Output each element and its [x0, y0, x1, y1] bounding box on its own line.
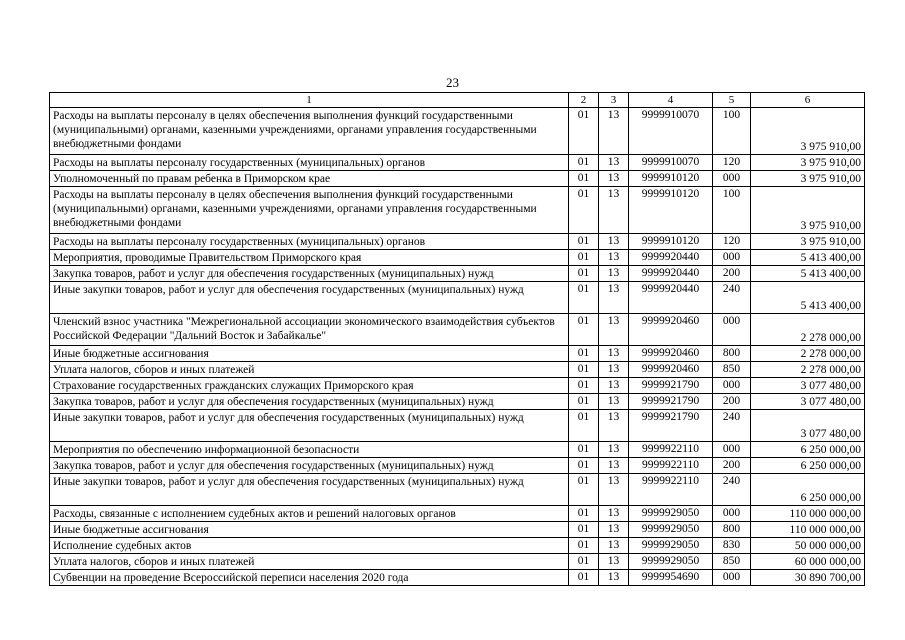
section-code: 01 — [569, 362, 599, 378]
amount: 5 413 400,00 — [751, 282, 865, 314]
table-row — [50, 410, 865, 442]
section-code: 01 — [569, 282, 599, 314]
table-row — [50, 171, 865, 187]
expense-type-code: 800 — [713, 346, 751, 362]
expense-type-code: 850 — [713, 554, 751, 570]
row-name: Уплата налогов, сборов и иных платежей — [50, 554, 569, 570]
target-article-code: 9999921790 — [629, 378, 713, 394]
amount: 50 000 000,00 — [751, 538, 865, 554]
table-row — [50, 538, 865, 554]
subsection-code: 13 — [599, 442, 629, 458]
row-name: Уполномоченный по правам ребенка в Приморском крае — [50, 171, 569, 187]
amount: 30 890 700,00 — [751, 570, 865, 586]
amount: 5 413 400,00 — [751, 250, 865, 266]
target-article-code: 9999954690 — [629, 570, 713, 586]
section-code: 01 — [569, 250, 599, 266]
expense-type-code: 200 — [713, 266, 751, 282]
target-article-code: 9999922110 — [629, 474, 713, 506]
section-code: 01 — [569, 378, 599, 394]
target-article-code: 9999929050 — [629, 538, 713, 554]
row-name: Страхование государственных гражданских служащих Приморского края — [50, 378, 569, 394]
amount: 6 250 000,00 — [751, 442, 865, 458]
amount: 5 413 400,00 — [751, 266, 865, 282]
amount: 6 250 000,00 — [751, 474, 865, 506]
expense-type-code: 000 — [713, 314, 751, 346]
amount: 3 077 480,00 — [751, 394, 865, 410]
table-row — [50, 108, 865, 155]
section-code: 01 — [569, 506, 599, 522]
expense-type-code: 240 — [713, 282, 751, 314]
budget-table — [49, 92, 865, 586]
section-code: 01 — [569, 442, 599, 458]
table-row — [50, 155, 865, 171]
page-number: 23 — [446, 75, 459, 90]
section-code: 01 — [569, 538, 599, 554]
target-article-code: 9999929050 — [629, 522, 713, 538]
target-article-code: 9999929050 — [629, 554, 713, 570]
subsection-code: 13 — [599, 282, 629, 314]
expense-type-code: 800 — [713, 522, 751, 538]
target-article-code: 9999920460 — [629, 346, 713, 362]
section-code: 01 — [569, 458, 599, 474]
expense-type-code: 100 — [713, 187, 751, 234]
table-row — [50, 378, 865, 394]
expense-type-code: 120 — [713, 155, 751, 171]
section-code: 01 — [569, 234, 599, 250]
subsection-code: 13 — [599, 155, 629, 171]
table-row — [50, 506, 865, 522]
column-header: 3 — [599, 93, 629, 108]
target-article-code: 9999922110 — [629, 442, 713, 458]
section-code: 01 — [569, 554, 599, 570]
expense-type-code: 000 — [713, 171, 751, 187]
target-article-code: 9999910120 — [629, 187, 713, 234]
subsection-code: 13 — [599, 506, 629, 522]
table-row — [50, 282, 865, 314]
target-article-code: 9999921790 — [629, 410, 713, 442]
subsection-code: 13 — [599, 234, 629, 250]
expense-type-code: 120 — [713, 234, 751, 250]
amount: 3 077 480,00 — [751, 410, 865, 442]
target-article-code: 9999910120 — [629, 171, 713, 187]
subsection-code: 13 — [599, 108, 629, 155]
subsection-code: 13 — [599, 266, 629, 282]
table-row — [50, 346, 865, 362]
target-article-code: 9999920460 — [629, 362, 713, 378]
expense-type-code: 850 — [713, 362, 751, 378]
row-name: Расходы на выплаты персоналу государственных (муниципальных) органов — [50, 155, 569, 171]
row-name: Исполнение судебных актов — [50, 538, 569, 554]
row-name: Уплата налогов, сборов и иных платежей — [50, 362, 569, 378]
target-article-code: 9999920440 — [629, 282, 713, 314]
subsection-code: 13 — [599, 522, 629, 538]
amount: 3 077 480,00 — [751, 378, 865, 394]
target-article-code: 9999910120 — [629, 234, 713, 250]
target-article-code: 9999920440 — [629, 266, 713, 282]
expense-type-code: 000 — [713, 570, 751, 586]
amount: 3 975 910,00 — [751, 187, 865, 234]
table-row — [50, 570, 865, 586]
row-name: Иные бюджетные ассигнования — [50, 346, 569, 362]
column-header: 5 — [713, 93, 751, 108]
expense-type-code: 100 — [713, 108, 751, 155]
expense-type-code: 000 — [713, 506, 751, 522]
section-code: 01 — [569, 522, 599, 538]
section-code: 01 — [569, 474, 599, 506]
expense-type-code: 240 — [713, 410, 751, 442]
section-code: 01 — [569, 394, 599, 410]
table-row — [50, 394, 865, 410]
table-row — [50, 554, 865, 570]
amount: 110 000 000,00 — [751, 506, 865, 522]
expense-type-code: 200 — [713, 394, 751, 410]
table-row — [50, 250, 865, 266]
subsection-code: 13 — [599, 314, 629, 346]
subsection-code: 13 — [599, 570, 629, 586]
table-row — [50, 362, 865, 378]
expense-type-code: 000 — [713, 250, 751, 266]
subsection-code: 13 — [599, 538, 629, 554]
row-name: Закупка товаров, работ и услуг для обеспечения государственных (муниципальных) нужд — [50, 266, 569, 282]
amount: 3 975 910,00 — [751, 171, 865, 187]
target-article-code: 9999910070 — [629, 155, 713, 171]
section-code: 01 — [569, 187, 599, 234]
row-name: Расходы, связанные с исполнением судебных актов и решений налоговых органов — [50, 506, 569, 522]
amount: 2 278 000,00 — [751, 314, 865, 346]
row-name: Расходы на выплаты персоналу государственных (муниципальных) органов — [50, 234, 569, 250]
subsection-code: 13 — [599, 554, 629, 570]
amount: 110 000 000,00 — [751, 522, 865, 538]
table-row — [50, 187, 865, 234]
row-name: Субвенции на проведение Всероссийской переписи населения 2020 года — [50, 570, 569, 586]
subsection-code: 13 — [599, 362, 629, 378]
row-name: Мероприятия по обеспечению информационной безопасности — [50, 442, 569, 458]
row-name: Мероприятия, проводимые Правительством Приморского края — [50, 250, 569, 266]
table-row — [50, 442, 865, 458]
subsection-code: 13 — [599, 171, 629, 187]
amount: 3 975 910,00 — [751, 108, 865, 155]
target-article-code: 9999910070 — [629, 108, 713, 155]
row-name: Иные бюджетные ассигнования — [50, 522, 569, 538]
amount: 6 250 000,00 — [751, 458, 865, 474]
column-header: 1 — [50, 93, 569, 108]
section-code: 01 — [569, 171, 599, 187]
target-article-code: 9999929050 — [629, 506, 713, 522]
amount: 2 278 000,00 — [751, 346, 865, 362]
section-code: 01 — [569, 108, 599, 155]
amount: 60 000 000,00 — [751, 554, 865, 570]
section-code: 01 — [569, 314, 599, 346]
column-header: 4 — [629, 93, 713, 108]
table-row — [50, 474, 865, 506]
section-code: 01 — [569, 410, 599, 442]
subsection-code: 13 — [599, 410, 629, 442]
row-name: Членский взнос участника "Межрегиональной ассоциации экономического взаимодействия субъектов Российской Федерации "Дальний Восток и Забайкалье" — [50, 314, 569, 346]
column-header: 6 — [751, 93, 865, 108]
subsection-code: 13 — [599, 187, 629, 234]
subsection-code: 13 — [599, 458, 629, 474]
subsection-code: 13 — [599, 250, 629, 266]
subsection-code: 13 — [599, 394, 629, 410]
table-row — [50, 458, 865, 474]
target-article-code: 9999922110 — [629, 458, 713, 474]
amount: 3 975 910,00 — [751, 234, 865, 250]
row-name: Иные закупки товаров, работ и услуг для обеспечения государственных (муниципальных) нужд — [50, 410, 569, 442]
expense-type-code: 240 — [713, 474, 751, 506]
expense-type-code: 200 — [713, 458, 751, 474]
column-header: 2 — [569, 93, 599, 108]
table-row — [50, 234, 865, 250]
row-name: Расходы на выплаты персоналу в целях обеспечения выполнения функций государственными (муниципальными) органами, казенными учреждениями, органами управления государственными внебюджетными фондами — [50, 108, 569, 155]
section-code: 01 — [569, 155, 599, 171]
subsection-code: 13 — [599, 474, 629, 506]
row-name: Расходы на выплаты персоналу в целях обеспечения выполнения функций государственными (муниципальными) органами, казенными учреждениями, органами управления государственными внебюджетными фондами — [50, 187, 569, 234]
subsection-code: 13 — [599, 378, 629, 394]
row-name: Закупка товаров, работ и услуг для обеспечения государственных (муниципальных) нужд — [50, 394, 569, 410]
expense-type-code: 830 — [713, 538, 751, 554]
section-code: 01 — [569, 346, 599, 362]
target-article-code: 9999920440 — [629, 250, 713, 266]
expense-type-code: 000 — [713, 442, 751, 458]
subsection-code: 13 — [599, 346, 629, 362]
table-row — [50, 522, 865, 538]
row-name: Иные закупки товаров, работ и услуг для обеспечения государственных (муниципальных) нужд — [50, 474, 569, 506]
row-name: Закупка товаров, работ и услуг для обеспечения государственных (муниципальных) нужд — [50, 458, 569, 474]
expense-type-code: 000 — [713, 378, 751, 394]
target-article-code: 9999921790 — [629, 394, 713, 410]
section-code: 01 — [569, 266, 599, 282]
amount: 2 278 000,00 — [751, 362, 865, 378]
row-name: Иные закупки товаров, работ и услуг для обеспечения государственных (муниципальных) нужд — [50, 282, 569, 314]
table-header-row — [50, 93, 865, 108]
table-row — [50, 314, 865, 346]
target-article-code: 9999920460 — [629, 314, 713, 346]
amount: 3 975 910,00 — [751, 155, 865, 171]
table-row — [50, 266, 865, 282]
section-code: 01 — [569, 570, 599, 586]
